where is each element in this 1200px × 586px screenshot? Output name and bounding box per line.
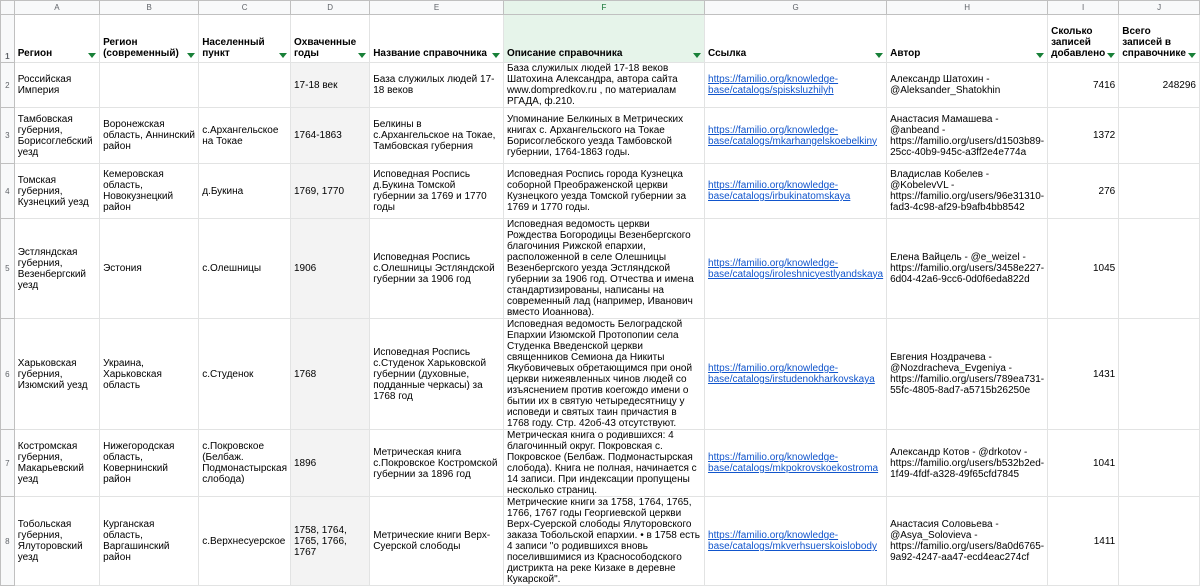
header-label: Регион xyxy=(17,48,53,59)
cell-added-count[interactable]: 1372 xyxy=(1048,108,1119,164)
cell-author[interactable]: Елена Вайцель - @e_weizel - https://familio.org/users/3458e227-6d04-42a6-9cc6-0d0f6eda822d xyxy=(887,219,1048,319)
column-header-g[interactable]: G xyxy=(705,1,887,15)
header-label: Ссылка xyxy=(708,48,747,59)
column-header-h[interactable]: H xyxy=(887,1,1048,15)
cell-title[interactable]: Метрические книги Верх-Суерской слободы xyxy=(370,497,504,586)
table-row xyxy=(1,430,1200,497)
cell-link[interactable] xyxy=(705,63,887,108)
cell-region-modern[interactable]: Воронежская область, Аннинский район xyxy=(100,108,199,164)
cell-region[interactable]: Тобольская губерния, Ялуторовский уезд xyxy=(14,497,99,586)
catalog-link[interactable]: https://familio.org/knowledge-base/catalogs/mkpokrovskoekostroma xyxy=(708,452,879,474)
cell-settlement[interactable]: с.Олешницы xyxy=(199,219,291,319)
catalog-link[interactable]: https://familio.org/knowledge-base/catalogs/mkarhangelskoebelkiny xyxy=(708,124,878,147)
cell-title[interactable]: Метрическая книга с.Покровское Костромской губернии за 1896 год xyxy=(370,430,504,497)
filter-icon[interactable] xyxy=(1107,53,1115,58)
column-header-j[interactable]: J xyxy=(1119,1,1200,15)
column-header-c[interactable]: C xyxy=(199,1,291,15)
table-row xyxy=(1,319,1200,430)
header-cell[interactable] xyxy=(887,15,1048,63)
cell-title[interactable]: Исповедная Роспись с.Олешницы Эстляндской губернии за 1906 год xyxy=(370,219,504,319)
cell-added-count[interactable]: 7416 xyxy=(1048,63,1119,108)
filter-icon[interactable] xyxy=(875,53,883,58)
cell-region[interactable]: Тамбовская губерния, Борисоглебский уезд xyxy=(14,108,99,164)
header-row xyxy=(1,15,1200,63)
cell-title[interactable]: База служилых людей 17-18 веков xyxy=(370,63,504,108)
cell-author[interactable]: Александр Котов - @drkotov - https://familio.org/users/b532b2ed-1f49-4fdf-a328-49f65cfd7845 xyxy=(887,430,1048,497)
filter-icon[interactable] xyxy=(492,53,500,58)
header-cell[interactable] xyxy=(370,15,504,63)
header-label: Всего записей в справочнике xyxy=(1122,26,1186,59)
cell-link[interactable] xyxy=(705,219,887,319)
header-cell[interactable] xyxy=(290,15,369,63)
cell-years[interactable]: 17-18 век xyxy=(290,63,369,108)
cell-region[interactable]: Эстляндская губерния, Везенбергский уезд xyxy=(14,219,99,319)
row-number[interactable]: 2 xyxy=(1,63,15,108)
cell-years[interactable]: 1764-1863 xyxy=(290,108,369,164)
cell-region-modern[interactable]: Курганская область, Варгашинский район xyxy=(100,497,199,586)
cell-total-count[interactable] xyxy=(1119,430,1200,497)
column-header-row xyxy=(1,1,1200,15)
catalog-link[interactable]: https://familio.org/knowledge-base/catalogs/iroleshnicyestlyandskaya xyxy=(708,257,884,280)
filter-icon[interactable] xyxy=(279,53,287,58)
table-row xyxy=(1,63,1200,108)
filter-icon[interactable] xyxy=(693,53,701,58)
catalog-link[interactable]: https://familio.org/knowledge-base/catalogs/mkverhsuerskoislobody xyxy=(708,530,877,552)
cell-region-modern[interactable]: Кемеровская область, Новокузнецкий район xyxy=(100,164,199,219)
cell-settlement[interactable] xyxy=(199,63,291,108)
cell-added-count[interactable]: 1041 xyxy=(1048,430,1119,497)
cell-description[interactable]: Исповедная ведомость церкви Рождества Богородицы Везенбергского благочиния Рижской епархии, расположенной в селе Олешницы Везенбергского уезда Эстляндской губернии за 1906 год. Отчества и имена стандартизированы, написаны на современный лад (например, Иванович вместо Иоаннова). xyxy=(503,219,704,319)
header-cell[interactable] xyxy=(1048,15,1119,63)
filter-icon[interactable] xyxy=(1188,53,1196,58)
cell-description[interactable]: База служилых людей 17-18 веков Шатохина Александра, автора сайта www.dompredkov.ru , по материалам РГАДА, ф.210. xyxy=(503,63,704,108)
cell-link[interactable] xyxy=(705,108,887,164)
cell-years[interactable]: 1769, 1770 xyxy=(290,164,369,219)
cell-added-count[interactable]: 276 xyxy=(1048,164,1119,219)
cell-years[interactable]: 1896 xyxy=(290,430,369,497)
table-row xyxy=(1,497,1200,586)
header-label: Населенный пункт xyxy=(202,37,265,59)
table-row xyxy=(1,219,1200,319)
cell-region[interactable]: Российская Империя xyxy=(14,63,99,108)
cell-years[interactable]: 1906 xyxy=(290,219,369,319)
cell-total-count[interactable] xyxy=(1119,319,1200,430)
cell-link[interactable] xyxy=(705,497,887,586)
header-label: Охваченные годы xyxy=(293,37,357,59)
column-header-f[interactable]: F xyxy=(503,1,704,15)
filter-icon[interactable] xyxy=(88,53,96,58)
cell-title[interactable]: Исповедная Роспись д.Букина Томской губернии за 1769 и 1770 годы xyxy=(370,164,504,219)
header-cell[interactable] xyxy=(199,15,291,63)
header-label: Название справочника xyxy=(373,48,487,59)
cell-author[interactable]: Анастасия Мамашева - @anbeand - https://familio.org/users/d1503b89-25cc-40b9-945c-a3ff2e4e774a xyxy=(887,108,1048,164)
cell-added-count[interactable]: 1045 xyxy=(1048,219,1119,319)
header-label: Сколько записей добавлено xyxy=(1051,26,1106,59)
cell-added-count[interactable]: 1431 xyxy=(1048,319,1119,430)
cell-total-count[interactable] xyxy=(1119,497,1200,586)
cell-settlement[interactable]: с.Архангельское на Токае xyxy=(199,108,291,164)
row-number[interactable]: 6 xyxy=(1,319,15,430)
cell-link[interactable] xyxy=(705,319,887,430)
cell-title[interactable]: Исповедная Роспись с.Студенок Харьковской губернии (духовные, подданные черкасы) за 1768 год xyxy=(370,319,504,430)
filter-icon[interactable] xyxy=(1036,53,1044,58)
row-number[interactable]: 5 xyxy=(1,219,15,319)
header-cell[interactable] xyxy=(705,15,887,63)
cell-title[interactable]: Белкины в с.Архангельское на Токае, Тамбовская губерния xyxy=(370,108,504,164)
cell-settlement[interactable]: с.Верхнесуерское xyxy=(199,497,291,586)
filter-icon[interactable] xyxy=(187,53,195,58)
row-number[interactable]: 8 xyxy=(1,497,15,586)
catalog-link[interactable]: https://familio.org/knowledge-base/catalogs/irstudenokharkovskaya xyxy=(708,363,875,385)
column-header-a[interactable]: A xyxy=(14,1,99,15)
cell-settlement[interactable]: с.Покровское (Белбаж. Подмонастырская слобода) xyxy=(199,430,291,497)
cell-link[interactable] xyxy=(705,430,887,497)
cell-description[interactable]: Упоминание Белкиных в Метрических книгах с. Архангельского на Токае Борисоглебского уезда Тамбовской губернии, 1764-1863 годы. xyxy=(503,108,704,164)
cell-region-modern[interactable]: Украина, Харьковская область xyxy=(100,319,199,430)
cell-region-modern[interactable] xyxy=(100,63,199,108)
cell-description[interactable]: Метрические книги за 1758, 1764, 1765, 1766, 1767 годы Георгиевской церкви Верх-Суерской слободы Ялуторовского заказа Тобольской епархии. • в 1758 есть 4 записи "о родившихся вновь поселившимися из Красносободского дистрикта на реке Кизаке в деревне Кукарской". xyxy=(503,497,704,586)
cell-region[interactable]: Костромская губерния, Макарьевский уезд xyxy=(14,430,99,497)
catalog-link[interactable]: https://familio.org/knowledge-base/catalogs/spisksluzhilyh xyxy=(708,74,839,96)
header-cell[interactable] xyxy=(503,15,704,63)
header-label: Регион (современный) xyxy=(103,37,179,59)
header-cell[interactable] xyxy=(14,15,99,63)
cell-description[interactable]: Метрическая книга о родившихся: 4 благочинный округ. Покровская с. Покровское (Белбаж. Подмонастырская слобода). Книга не полная, начинается с 14 записи. При индексации пропущены несколько страниц. xyxy=(503,430,704,497)
header-label: Описание справочника xyxy=(506,48,623,59)
header-cell[interactable] xyxy=(1119,15,1200,63)
cell-total-count[interactable] xyxy=(1119,108,1200,164)
cell-settlement[interactable]: с.Студенок xyxy=(199,319,291,430)
cell-region-modern[interactable]: Эстония xyxy=(100,219,199,319)
row-number[interactable]: 4 xyxy=(1,164,15,219)
cell-link[interactable] xyxy=(705,164,887,219)
table-row xyxy=(1,108,1200,164)
cell-years[interactable]: 1758, 1764, 1765, 1766, 1767 xyxy=(290,497,369,586)
cell-years[interactable]: 1768 xyxy=(290,319,369,430)
column-header-d[interactable]: D xyxy=(290,1,369,15)
cell-author[interactable]: Владислав Кобелев - @KobelevVL - https://familio.org/users/96e31310-fad3-4c98-af29-b9afb4bb8542 xyxy=(887,164,1048,219)
cell-added-count[interactable]: 1411 xyxy=(1048,497,1119,586)
column-header-i[interactable]: I xyxy=(1048,1,1119,15)
select-all-corner[interactable] xyxy=(1,1,15,15)
column-header-b[interactable]: B xyxy=(100,1,199,15)
row-number[interactable]: 3 xyxy=(1,108,15,164)
cell-total-count[interactable]: 248296 xyxy=(1119,63,1200,108)
cell-region[interactable]: Томская губерния, Кузнецкий уезд xyxy=(14,164,99,219)
column-header-e[interactable]: E xyxy=(370,1,504,15)
row-number[interactable]: 1 xyxy=(1,15,15,63)
header-cell[interactable] xyxy=(100,15,199,63)
filter-icon[interactable] xyxy=(358,53,366,58)
cell-author[interactable]: Александр Шатохин - @Aleksander_Shatokhin xyxy=(887,63,1048,108)
cell-region[interactable]: Харьковская губерния, Изюмский уезд xyxy=(14,319,99,430)
cell-description[interactable]: Исповедная Роспись города Кузнецка соборной Преображенской церкви Кузнецкого уезда Томской губернии за 1769 и 1770 годы. xyxy=(503,164,704,219)
cell-total-count[interactable] xyxy=(1119,219,1200,319)
cell-author[interactable]: Евгения Ноздрачева - @Nozdracheva_Evgeniya - https://familio.org/users/789ea731-55fc-4805-8ad7-a5715b26250e xyxy=(887,319,1048,430)
cell-description[interactable]: Исповедная ведомость Белоградской Епархии Изюмской Протопопии села Студенка Введенской церкви священников Семиона да Никиты Якубовичевых обретающимся при оной церкви нижеявленных чинов людей со изъяснением против коегождо имени о бытии их в святую четыредесятницу у исповеди и святых таин причастия в 1768 году. Стр. 42об-43 отсутствуют. xyxy=(503,319,704,430)
table-row xyxy=(1,164,1200,219)
cell-region-modern[interactable]: Нижегородская область, Ковернинский район xyxy=(100,430,199,497)
row-number[interactable]: 7 xyxy=(1,430,15,497)
catalog-link[interactable]: https://familio.org/knowledge-base/catalogs/irbukinatomskaya xyxy=(708,180,851,202)
cell-author[interactable]: Анастасия Соловьева - @Asya_Solovieva - https://familio.org/users/8a0d6765-9a92-4247-aa47-ecd4eac274cf xyxy=(887,497,1048,586)
header-label: Автор xyxy=(890,48,921,59)
cell-settlement[interactable]: д.Букина xyxy=(199,164,291,219)
cell-total-count[interactable] xyxy=(1119,164,1200,219)
